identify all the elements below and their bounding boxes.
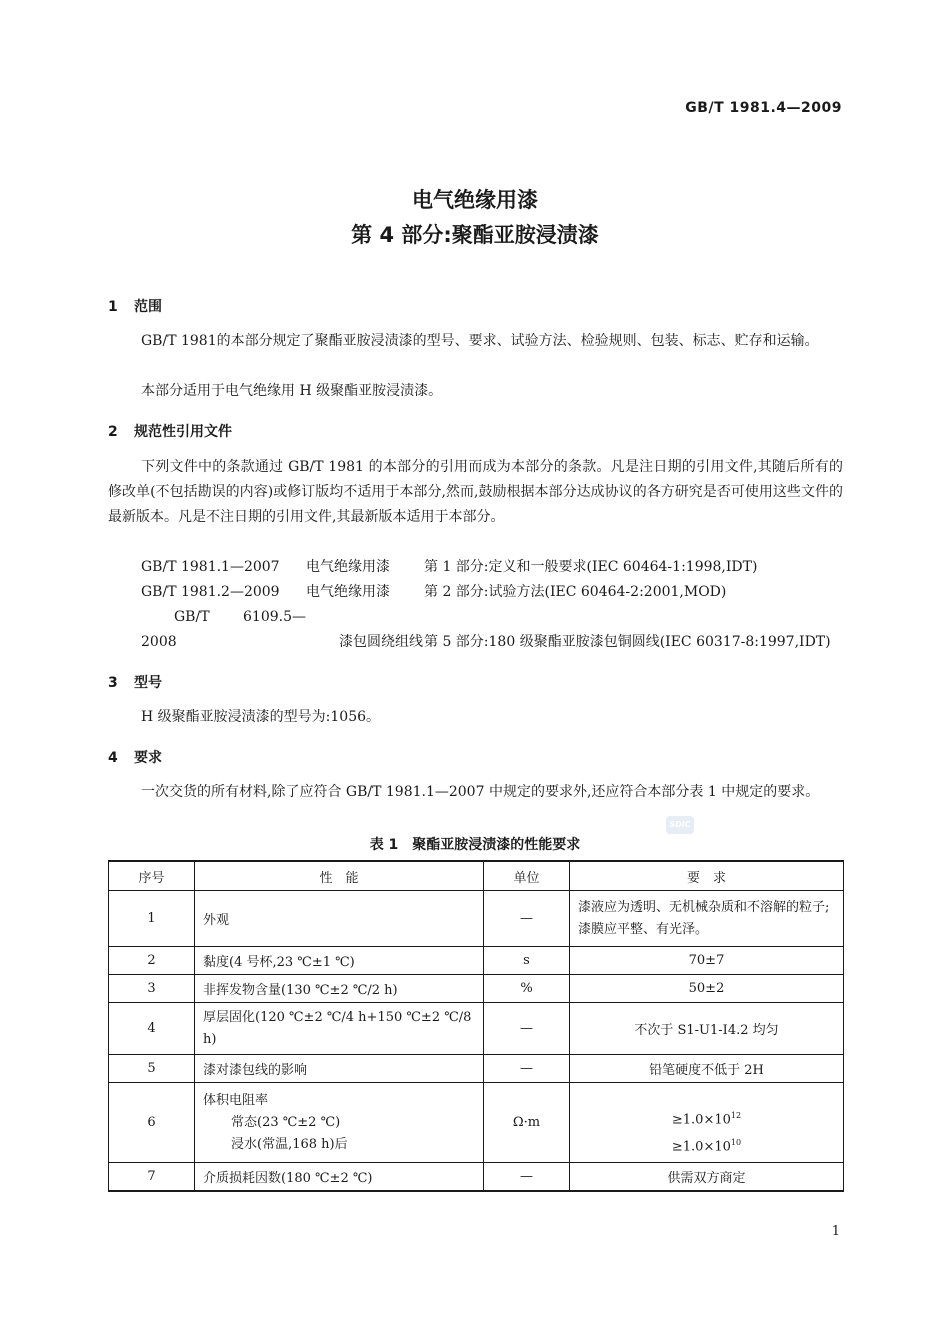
cell-num: 6 — [109, 1083, 195, 1163]
table-row — [109, 975, 844, 1003]
header-requirement: 要 求 — [570, 861, 844, 891]
section-1-heading — [108, 296, 162, 316]
reference-code: GB/T 1981.1—2007 — [141, 559, 280, 575]
section-1-paragraph-2: 本部分适用于电气绝缘用 H 级聚酯亚胺浸渍漆。 — [141, 383, 443, 399]
cell-property — [195, 1083, 484, 1163]
section-3-heading — [108, 672, 162, 692]
requirement-exponent: 10 — [730, 1137, 742, 1147]
section-title: 要求 — [134, 750, 162, 766]
page-number: 1 — [831, 1224, 840, 1239]
reference-item — [108, 605, 843, 655]
reference-part: 第 2 部分:试验方法(IEC 60464-2:2001,MOD) — [424, 584, 727, 600]
table-header-row — [109, 861, 844, 891]
property-text: 体积电阻率 — [203, 1092, 269, 1108]
reference-name: 电气绝缘用漆 — [306, 559, 390, 575]
section-1-paragraph-1: GB/T 1981的本部分规定了聚酯亚胺浸渍漆的型号、要求、试验方法、检验规则、包装、标志、贮存和运输。 — [141, 333, 819, 349]
cell-property: 非挥发物含量(130 ℃±2 ℃/2 h) — [195, 975, 484, 1003]
cell-unit: s — [484, 947, 570, 975]
requirement-text: 漆液应为透明、无机械杂质和不溶解的粒子;漆膜应平整、有光泽。 — [578, 899, 830, 937]
table-row — [109, 1055, 844, 1083]
cell-num: 2 — [109, 947, 195, 975]
cell-property — [195, 1003, 484, 1055]
standard-code: GB/T 1981.4—2009 — [685, 100, 842, 116]
cell-num: 5 — [109, 1055, 195, 1083]
cell-property: 黏度(4 号杯,23 ℃±1 ℃) — [195, 947, 484, 975]
reference-part: 第 5 部分:180 级聚酯亚胺漆包铜圆线(IEC 60317-8:1997,IDT) — [424, 634, 831, 650]
reference-name: 电气绝缘用漆 — [306, 584, 390, 600]
header-unit: 单位 — [484, 861, 570, 891]
reference-code: GB/T 6109.5—2008 — [141, 609, 306, 650]
cell-unit: — — [484, 891, 570, 947]
cell-property: 漆对漆包线的影响 — [195, 1055, 484, 1083]
cell-unit: — — [484, 1003, 570, 1055]
section-title: 规范性引用文件 — [134, 424, 232, 440]
cell-unit: % — [484, 975, 570, 1003]
reference-item — [108, 555, 843, 580]
section-number: 2 — [108, 424, 118, 440]
cell-num: 1 — [109, 891, 195, 947]
requirement-normal — [578, 1105, 835, 1131]
cell-requirement: 铅笔硬度不低于 2H — [570, 1055, 844, 1083]
section-4-heading — [108, 747, 162, 767]
requirement-immersed — [578, 1132, 835, 1158]
performance-requirements-table — [108, 860, 844, 1192]
cell-property: 介质损耗因数(180 ℃±2 ℃) — [195, 1163, 484, 1191]
section-number: 1 — [108, 299, 118, 315]
header-num: 序号 — [109, 861, 195, 891]
property-sub-normal: 常态(23 ℃±2 ℃) — [231, 1114, 341, 1130]
table-row — [109, 1083, 844, 1163]
table-row — [109, 947, 844, 975]
section-title: 型号 — [134, 675, 162, 691]
cell-requirement — [570, 891, 844, 947]
section-title: 范围 — [134, 299, 162, 315]
cell-property: 外观 — [195, 891, 484, 947]
cell-requirement: 不次于 S1-U1-I4.2 均匀 — [570, 1003, 844, 1055]
section-2-paragraph-1: 下列文件中的条款通过 GB/T 1981 的本部分的引用而成为本部分的条款。凡是注日期的引用文件,其随后所有的修改单(不包括勘误的内容)或修订版均不适用于本部分,然而,鼓励根据本部分达成协议的各方研究是否可使用这些文件的最新版本。凡是不注日期的引用文件,其最新版本适用于本部分。 — [108, 459, 843, 525]
cell-requirement — [570, 1083, 844, 1163]
section-number: 4 — [108, 750, 118, 766]
table-row — [109, 891, 844, 947]
watermark-logo: SDIC — [666, 816, 694, 834]
cell-unit: — — [484, 1055, 570, 1083]
document-title-line1: 电气绝缘用漆 — [412, 188, 538, 212]
cell-num: 4 — [109, 1003, 195, 1055]
cell-requirement: 供需双方商定 — [570, 1163, 844, 1191]
reference-name: 漆包圆绕组线 — [339, 634, 423, 650]
cell-num: 7 — [109, 1163, 195, 1191]
property-sub-immersed: 浸水(常温,168 h)后 — [231, 1136, 348, 1152]
document-title-line2: 第 4 部分:聚酯亚胺浸渍漆 — [351, 223, 599, 247]
reference-part: 第 1 部分:定义和一般要求(IEC 60464-1:1998,IDT) — [424, 559, 758, 575]
requirement-base: ≥1.0×10 — [671, 1138, 731, 1154]
cell-requirement: 70±7 — [570, 947, 844, 975]
reference-item — [108, 580, 843, 605]
requirement-exponent: 12 — [730, 1111, 742, 1121]
section-2-heading — [108, 421, 232, 441]
requirement-base: ≥1.0×10 — [671, 1112, 731, 1128]
section-number: 3 — [108, 675, 118, 691]
cell-num: 3 — [109, 975, 195, 1003]
section-4-paragraph-1: 一次交货的所有材料,除了应符合 GB/T 1981.1—2007 中规定的要求外,还应符合本部分表 1 中规定的要求。 — [141, 784, 820, 800]
cell-unit: Ω·m — [484, 1083, 570, 1163]
cell-unit: — — [484, 1163, 570, 1191]
header-property: 性 能 — [195, 861, 484, 891]
section-3-paragraph-1: H 级聚酯亚胺浸渍漆的型号为:1056。 — [141, 709, 381, 725]
table-caption: 表 1 聚酯亚胺浸渍漆的性能要求 — [369, 837, 581, 853]
reference-code: GB/T 1981.2—2009 — [141, 584, 280, 600]
property-text: 厚层固化(120 ℃±2 ℃/4 h+150 ℃±2 ℃/8 h) — [203, 1009, 472, 1047]
cell-requirement: 50±2 — [570, 975, 844, 1003]
table-row — [109, 1003, 844, 1055]
table-row — [109, 1163, 844, 1191]
